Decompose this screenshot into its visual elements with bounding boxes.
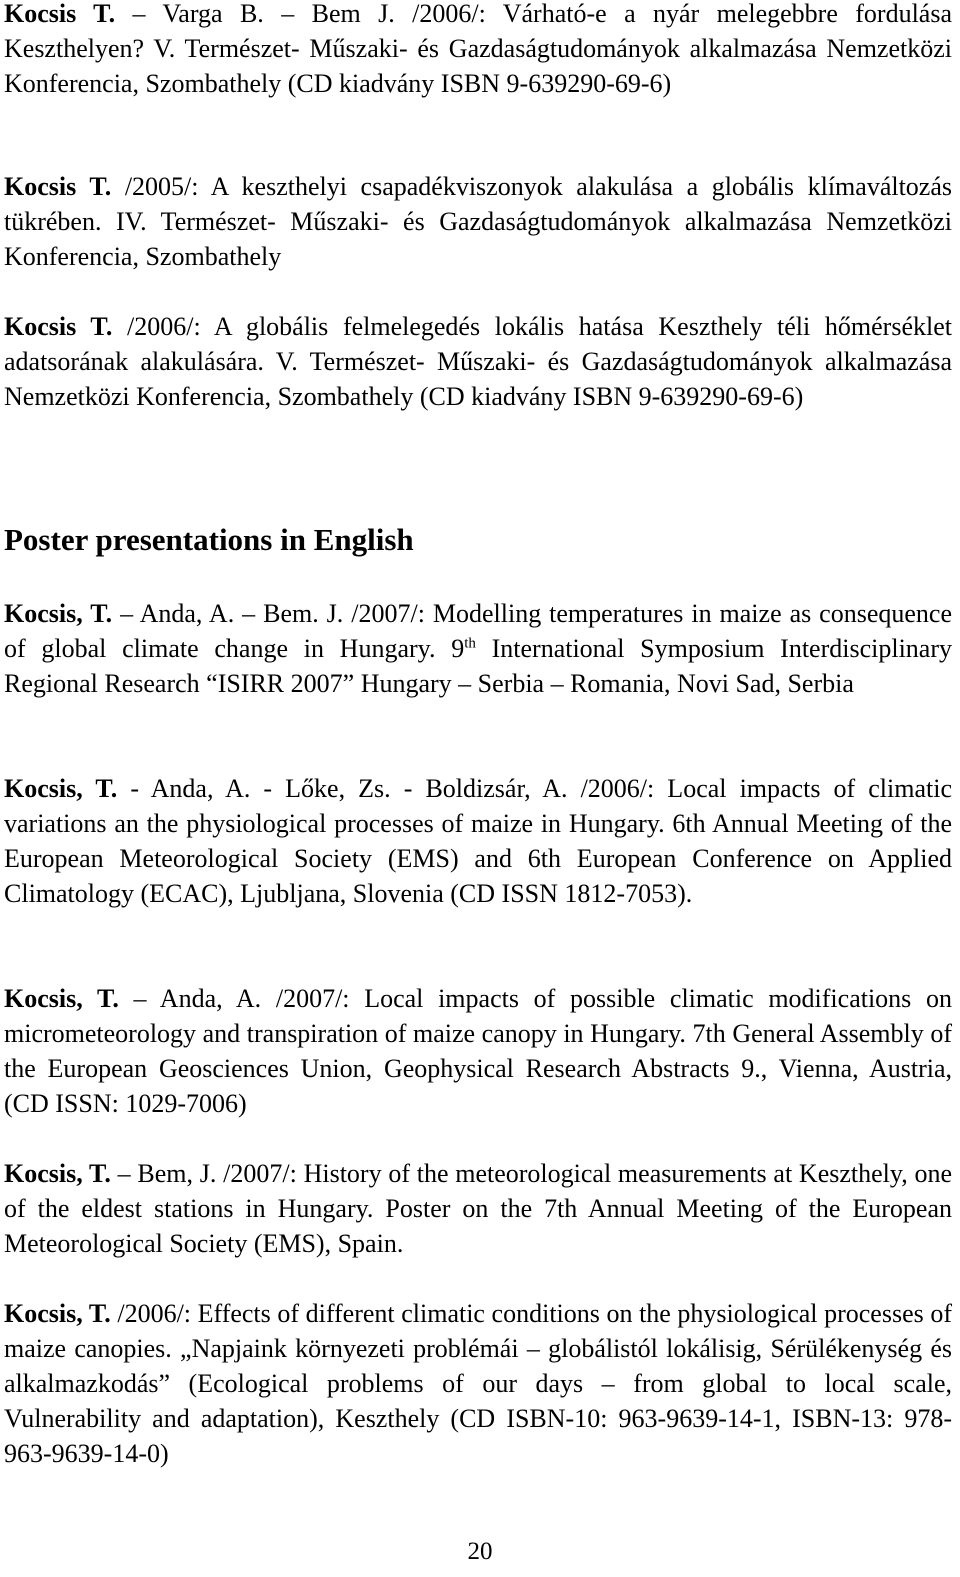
reference-text: /2006/: Effects of different climatic conditions on the physiological processes of maize canopies. „Napjaink környezeti problémái – globálistól lokálisig, Sérülékenység és alkalmazkodás” (Ecological problems of our days – from global to local scale, Vulnerability and adaptation), Keszthely (CD ISBN-10: 963-9639-14-1, ISBN-13: 978-963-9639-14-0)	[4, 1299, 952, 1468]
reference-entry	[4, 309, 952, 414]
reference-text: /2005/: A keszthelyi csapadékviszonyok alakulása a globális klímaváltozás tükrében. IV. Természet- Műszaki- és Gazdaságtudományok alkalmazása Nemzetközi Konferencia, Szombathely	[4, 172, 952, 271]
reference-entry	[4, 771, 952, 911]
reference-text: – Bem, J. /2007/: History of the meteorological measurements at Keszthely, one of the eldest stations in Hungary. Poster on the 7th Annual Meeting of the European Meteorological Society (EMS), Spain.	[4, 1159, 952, 1258]
reference-author: Kocsis, T.	[4, 599, 113, 628]
reference-text: /2006/: A globális felmelegedés lokális hatása Keszthely téli hőmérséklet adatsorának alakulására. V. Természet- Műszaki- és Gazdaságtudományok alkalmazása Nemzetközi Konferencia, Szombathely (CD kiadvány ISBN 9-639290-69-6)	[4, 312, 952, 411]
reference-text: - Anda, A. - Lőke, Zs. - Boldizsár, A. /2006/: Local impacts of climatic variations an the physiological processes of maize in Hungary. 6th Annual Meeting of the European Meteorological Society (EMS) and 6th European Conference on Applied Climatology (ECAC), Ljubljana, Slovenia (CD ISSN 1812-7053).	[4, 774, 952, 908]
page-number: 20	[467, 1538, 493, 1565]
reference-author: Kocsis T.	[4, 312, 113, 341]
reference-author: Kocsis, T.	[4, 1159, 111, 1188]
reference-author: Kocsis, T.	[4, 1299, 111, 1328]
reference-entry	[4, 1296, 952, 1471]
reference-text-continued: International Symposium Interdisciplinary Regional Research “ISIRR 2007” Hungary – Serbia – Romania, Novi Sad, Serbia	[4, 634, 952, 698]
reference-entry	[4, 0, 952, 101]
reference-author: Kocsis T.	[4, 0, 116, 28]
reference-author: Kocsis, T.	[4, 984, 119, 1013]
section-heading: Poster presentations in English	[4, 522, 414, 557]
reference-entry	[4, 169, 952, 274]
reference-author: Kocsis, T.	[4, 774, 118, 803]
reference-entry	[4, 1156, 952, 1261]
reference-text: – Varga B. – Bem J. /2006/: Várható-e a nyár melegebbre fordulása Keszthelyen? V. Természet- Műszaki- és Gazdaságtudományok alkalmazása Nemzetközi Konferencia, Szombathely (CD kiadvány ISBN 9-639290-69-6)	[4, 0, 953, 98]
reference-entry	[4, 596, 952, 701]
reference-text: – Anda, A. /2007/: Local impacts of possible climatic modifications on micrometeorology and transpiration of maize canopy in Hungary. 7th General Assembly of the European Geosciences Union, Geophysical Research Abstracts 9., Vienna, Austria, (CD ISSN: 1029-7006)	[4, 984, 952, 1118]
reference-entry	[4, 981, 952, 1121]
ordinal-suffix: th	[464, 635, 476, 652]
reference-author: Kocsis T.	[4, 172, 112, 201]
reference-text: – Anda, A. – Bem. J. /2007/: Modelling temperatures in maize as consequence of global climate change in Hungary. 9	[4, 599, 952, 663]
